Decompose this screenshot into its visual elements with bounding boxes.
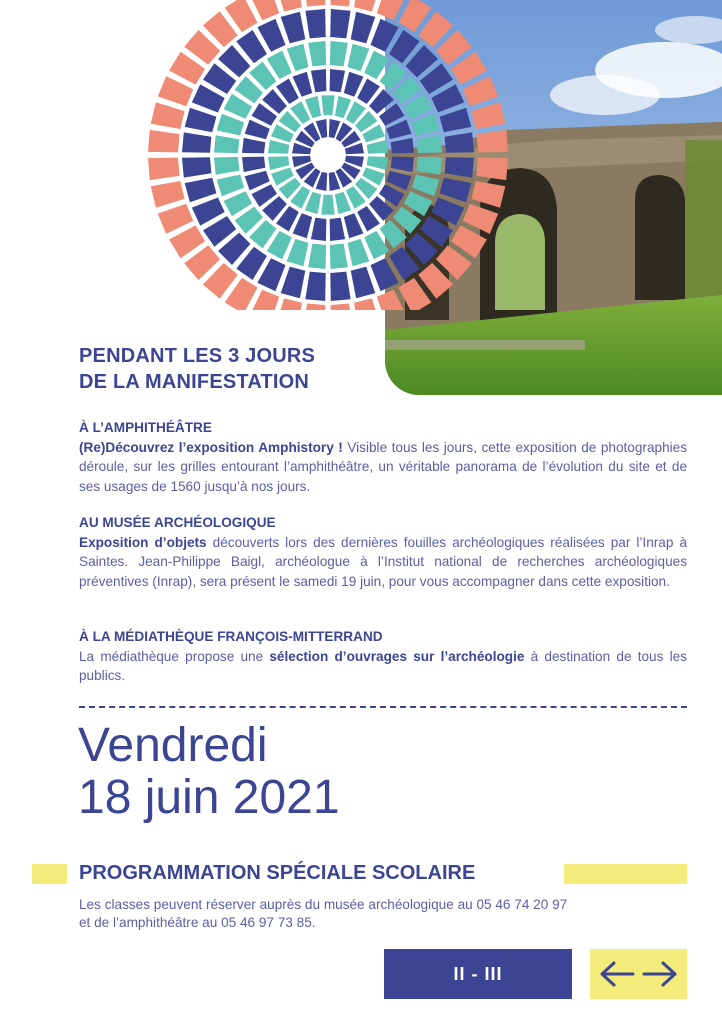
section-title: À LA MÉDIATHÈQUE FRANÇOIS-MITTERRAND bbox=[79, 629, 383, 644]
rosette-segment bbox=[185, 178, 217, 203]
rosette-segment bbox=[463, 204, 498, 234]
programmation-line-1: Les classes peuvent réserver auprès du musée archéologique au 05 46 74 20 97 bbox=[79, 897, 568, 912]
heading-line-1: PENDANT LES 3 JOURS bbox=[79, 345, 316, 367]
rosette-segment bbox=[158, 204, 193, 234]
rosette-segment bbox=[471, 102, 505, 129]
rosette-segment bbox=[412, 114, 439, 136]
rosette-segment bbox=[330, 218, 346, 241]
rosette-segment bbox=[242, 138, 265, 154]
rosette-segment bbox=[348, 44, 370, 71]
rosette-segment bbox=[351, 12, 376, 44]
rosette-segment bbox=[148, 158, 180, 181]
rosette-segment bbox=[367, 140, 388, 154]
rosette-segment bbox=[158, 76, 193, 106]
rosette-segment bbox=[471, 181, 505, 208]
rosette-segment bbox=[445, 157, 474, 177]
rosette-segment bbox=[330, 272, 350, 301]
rosette-segment bbox=[287, 239, 309, 266]
rosette-segment bbox=[214, 157, 239, 175]
arrow-right-icon[interactable] bbox=[641, 959, 679, 989]
section-highlight: Exposition d’objets bbox=[79, 534, 207, 550]
rosette-segment bbox=[275, 0, 302, 12]
section-text: à destination de tous les publics. bbox=[79, 648, 687, 683]
rosette-segment bbox=[148, 130, 180, 153]
hero-banner bbox=[0, 0, 722, 400]
rosette-segment bbox=[354, 0, 381, 12]
rosette-segment bbox=[321, 195, 334, 215]
rosette-segment bbox=[275, 298, 302, 310]
section-body bbox=[79, 438, 687, 497]
rosette-segment bbox=[367, 156, 388, 170]
section-body bbox=[79, 647, 687, 686]
rosette-segment bbox=[440, 178, 472, 203]
rosette-segment bbox=[303, 304, 326, 311]
rosette-segment bbox=[185, 108, 217, 133]
rosette-segment bbox=[445, 132, 474, 152]
rosette-segment bbox=[354, 298, 381, 310]
section-highlight: (Re)Découvrez l’exposition Amphistory ! bbox=[79, 439, 343, 455]
rosette-segment bbox=[330, 9, 350, 38]
rosette-segment bbox=[268, 156, 289, 170]
rosette-segment bbox=[440, 108, 472, 133]
rosette-segment bbox=[305, 272, 325, 301]
rosette-segment bbox=[321, 95, 334, 115]
rosette-segment bbox=[330, 41, 348, 66]
highlight-bar-right bbox=[564, 864, 687, 884]
date-day: Vendredi bbox=[78, 719, 268, 772]
rosette-segment bbox=[214, 135, 239, 153]
rosette-segment bbox=[182, 157, 211, 177]
rosette-segment bbox=[303, 0, 326, 7]
rosette-segment bbox=[287, 44, 309, 71]
rosette-segment bbox=[308, 244, 326, 269]
date-full: 18 juin 2021 bbox=[78, 771, 340, 824]
page-navigation bbox=[590, 949, 687, 999]
rosette-segment bbox=[417, 157, 442, 175]
dashed-divider bbox=[79, 706, 687, 708]
rosette-segment bbox=[242, 157, 265, 173]
section-highlight: sélection d’ouvrages sur l’archéologie bbox=[269, 648, 525, 664]
section-title: À L’AMPHITHÉÂTRE bbox=[79, 420, 212, 435]
rosette-segment bbox=[311, 218, 327, 241]
rosette-segment bbox=[311, 69, 327, 92]
programmation-text bbox=[79, 896, 567, 932]
rosette-segment bbox=[330, 244, 348, 269]
highlight-bar-left bbox=[32, 864, 67, 884]
event-date bbox=[78, 720, 340, 824]
section-body bbox=[79, 533, 687, 592]
rosette-segment bbox=[412, 175, 439, 197]
rosette-segment bbox=[463, 76, 498, 106]
rosette-segment bbox=[281, 12, 306, 44]
section-text: Visible tous les jours, cette exposition de photographies déroule, sur les grilles entourant l’amphithéâtre, un véritable panorama de l’évolution du site et de ses usages de 1560 jusqu’à nos jours. bbox=[79, 439, 688, 494]
rosette-segment bbox=[330, 69, 346, 92]
rosette-segment bbox=[348, 239, 370, 266]
rosette-segment bbox=[477, 130, 509, 153]
arrow-left-icon[interactable] bbox=[598, 959, 636, 989]
rosette-segment bbox=[391, 138, 414, 154]
rosette-segment bbox=[217, 114, 244, 136]
programmation-title: PROGRAMMATION SPÉCIALE SCOLAIRE bbox=[79, 862, 476, 884]
rosette-segment bbox=[182, 132, 211, 152]
rosette-segment bbox=[268, 140, 289, 154]
rosette-segment bbox=[417, 135, 442, 153]
rosette-segment bbox=[331, 0, 354, 7]
decorative-rosette bbox=[113, 0, 543, 310]
section-musee bbox=[79, 513, 687, 591]
rosette-segment bbox=[308, 41, 326, 66]
rosette-segment bbox=[351, 267, 376, 299]
rosette-segment bbox=[391, 157, 414, 173]
rosette-segment bbox=[305, 9, 325, 38]
section-title: AU MUSÉE ARCHÉOLOGIQUE bbox=[79, 515, 276, 530]
rosette-segment bbox=[331, 304, 354, 311]
page-indicator: II - III bbox=[384, 949, 572, 999]
section-text-pre: La médiathèque propose une bbox=[79, 648, 270, 664]
rosette-segment bbox=[477, 158, 509, 181]
programmation-banner bbox=[32, 860, 687, 886]
section-text: découverts lors des dernières fouilles archéologiques réalisées par l’Inrap à Saintes. Jean-Philippe Baigl, archéologue à l’Institut national de recherches archéologiques préventives (Inrap), sera présent le samedi 19 juin, pour vous accompagner dans cette exposition. bbox=[79, 534, 688, 589]
rosette-segment bbox=[151, 181, 185, 208]
section-heading bbox=[79, 343, 315, 395]
rosette-segment bbox=[217, 175, 244, 197]
rosette-segment bbox=[151, 102, 185, 129]
heading-line-2: DE LA MANIFESTATION bbox=[79, 371, 310, 393]
section-mediatheque bbox=[79, 627, 687, 686]
section-amphitheatre bbox=[79, 418, 687, 496]
programmation-line-2: et de l’amphithéâtre au 05 46 97 73 85. bbox=[79, 915, 316, 930]
rosette-segment bbox=[281, 267, 306, 299]
